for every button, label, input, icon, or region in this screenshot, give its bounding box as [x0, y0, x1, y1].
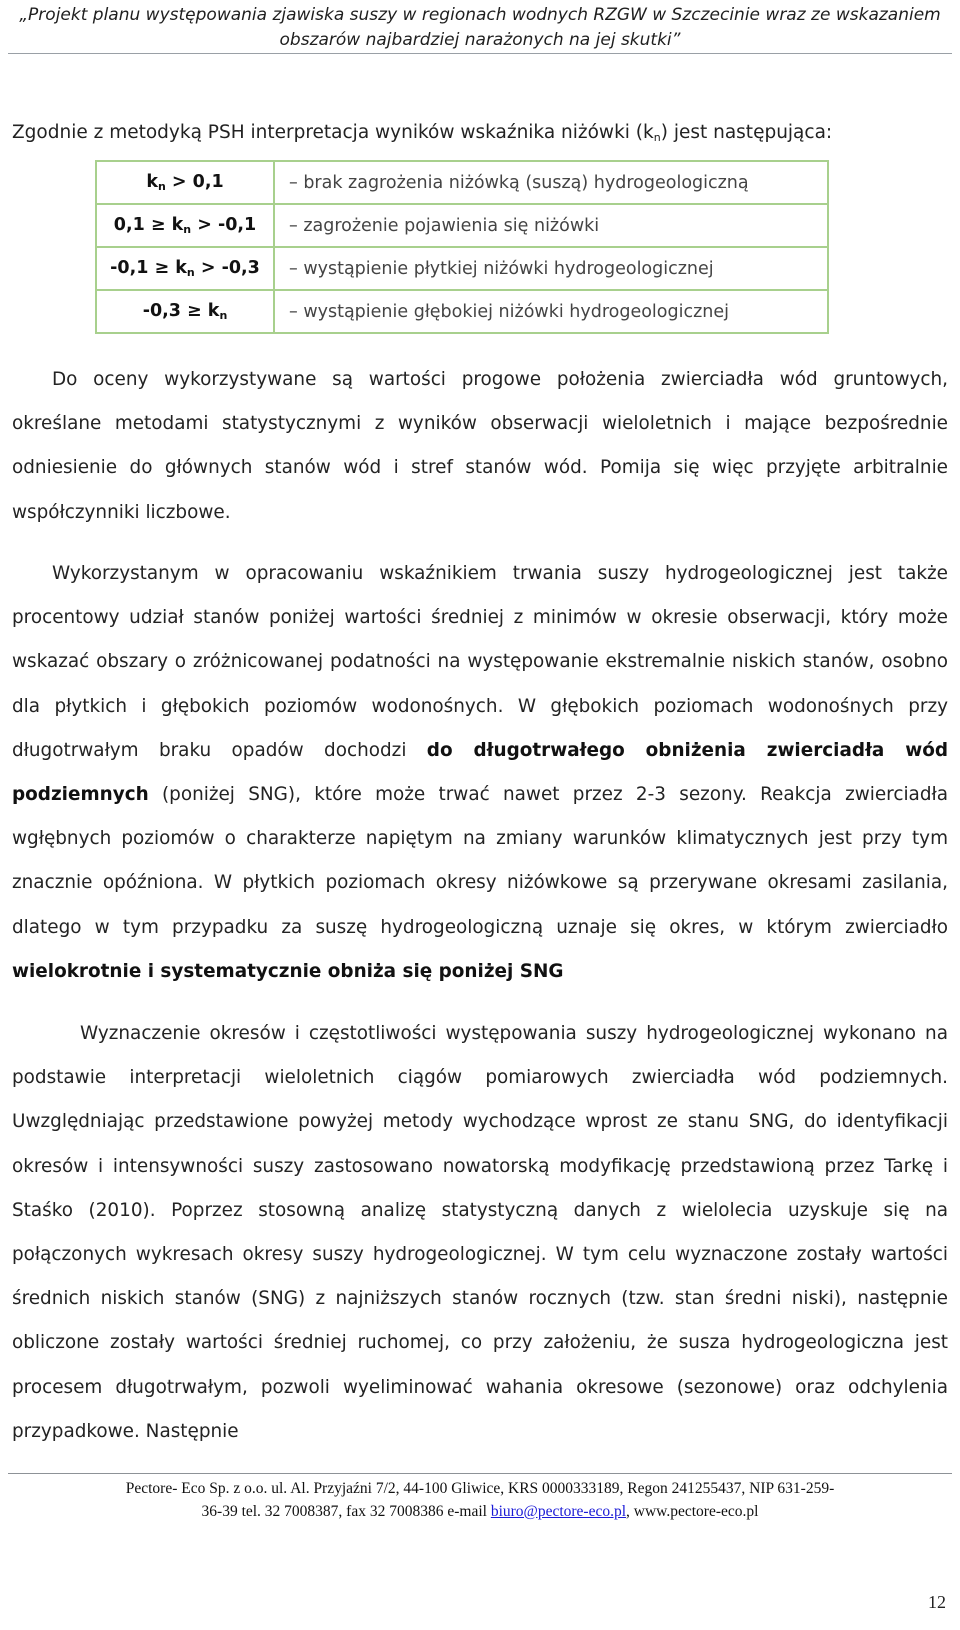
condition-cell: $k_n > 0,1$: [96, 161, 274, 204]
table-row: [96, 290, 828, 333]
description-cell: – wystąpienie głębokiej niżówki hydrogeologicznej: [274, 290, 828, 333]
paragraph-thresholds: [12, 358, 948, 535]
classification-table: [95, 160, 829, 334]
table-row: [96, 161, 828, 204]
paragraph-text: Wykorzystanym w opracowaniu wskaźnikiem trwania suszy hydrogeologicznej jest także procentowy udział stanów poniżej wartości średniej z minimów w okresie obserwacji, który może wskazać obszary o zróżnicowanej podatności na występowanie ekstremalnie niskich stanów, osobno dla płytkich i głębokich poziomów wodonośnych. W głębokich poziomach wodonośnych przy długotrwałym braku opadów dochodzi do długotrwałego obniżenia zwierciadła wód podziemnych (poniżej SNG), które może trwać nawet przez 2-3 sezony. Reakcja zwierciadła wgłębnych poziomów o charakterze napiętym na zmiany warunków klimatycznych jest przy tym znacznie opóźniona. W płytkich poziomach okresy niżówkowe są przerywane okresami zasilania, dlatego w tym przypadku za suszę hydrogeologiczną uznaje się okres, w którym zwierciadło wielokrotnie i systematycznie obniża się poniżej SNG: [12, 563, 948, 982]
bold-phrase: do długotrwałego obniżenia zwierciadła wód podziemnych: [12, 739, 948, 806]
footer-line-2: 36-39 tel. 32 7008387, fax 32 7008386 e-mail biuro@pectore-eco.pl, www.pectore-eco.pl: [201, 1503, 759, 1520]
document-header: [0, 0, 960, 53]
paragraph-methodology: [12, 1012, 948, 1454]
intro-sentence: [12, 118, 950, 153]
description-cell: – zagrożenie pojawienia się niżówki: [274, 204, 828, 247]
email-link[interactable]: biuro@pectore-eco.pl: [490, 1503, 627, 1520]
document-footer: [40, 1477, 920, 1523]
page-number: 12: [928, 1592, 946, 1612]
condition-cell: $0,1 \ge k_n > -0,1$: [96, 204, 274, 247]
footer-line-1: Pectore- Eco Sp. z o.o. ul. Al. Przyjaźni 7/2, 44-100 Gliwice, KRS 0000333189, Regon 241255437, NIP 631-259-: [125, 1480, 835, 1497]
description-cell: – brak zagrożenia niżówką (suszą) hydrogeologiczną: [274, 161, 828, 204]
paragraph-text: Wyznaczenie okresów i częstotliwości występowania suszy hydrogeologicznej wykonano na podstawie interpretacji wieloletnich ciągów pomiarowych zwierciadła wód podziemnych. Uwzględniając przedstawione powyżej metody wychodzące wprost ze stanu SNG, do identyfikacji okresów i intensywności suszy zastosowano nowatorską modyfikację przedstawioną przez Tarkę i Staśko (2010). Poprzez stosowną analizę statystyczną danych z wielolecia uzyskuje się na połączonych wykresach okresy suszy hydrogeologicznej. W tym celu wyznaczone zostały wartości średnich niskich stanów (SNG) z najniższych stanów rocznych (tzw. stan średni niski), następnie obliczone zostały wartości średniej ruchomej, co przy założeniu, że susza hydrogeologiczna jest procesem długotrwałym, pozwoli wyeliminować wahania okresowe (sezonowe) oraz odchylenia przypadkowe. Następnie: [12, 1023, 948, 1442]
table-row: [96, 247, 828, 290]
description-cell: – wystąpienie płytkiej niżówki hydrogeologicznej: [274, 247, 828, 290]
bold-phrase: wielokrotnie i systematycznie obniża się poniżej SNG: [12, 960, 564, 982]
header-line-2: obszarów najbardziej narażonych na jej skutki”: [279, 30, 681, 50]
condition-cell: $-0,1 \ge k_n > -0,3$: [96, 247, 274, 290]
intro-subscript: n: [653, 131, 661, 144]
header-divider: [8, 53, 952, 54]
paragraph-duration-index: [12, 552, 948, 994]
header-line-1: „Projekt planu występowania zjawiska suszy w regionach wodnych RZGW w Szczecinie wraz ze wskazaniem: [19, 5, 941, 25]
table-row: [96, 204, 828, 247]
paragraph-text: Do oceny wykorzystywane są wartości progowe położenia zwierciadła wód gruntowych, określane metodami statystycznymi z wyników obserwacji wieloletnich i mające bezpośrednie odniesienie do głównych stanów wód i stref stanów wód. Pomija się więc przyjęte arbitralnie współczynniki liczbowe.: [12, 369, 948, 523]
condition-cell: $-0,3 \ge k_n$: [96, 290, 274, 333]
footer-divider: [8, 1473, 952, 1474]
intro-text-before: Zgodnie z metodyką PSH interpretacja wyników wskaźnika niżówki (k: [12, 122, 654, 143]
intro-text-after: ) jest następująca:: [660, 122, 833, 143]
